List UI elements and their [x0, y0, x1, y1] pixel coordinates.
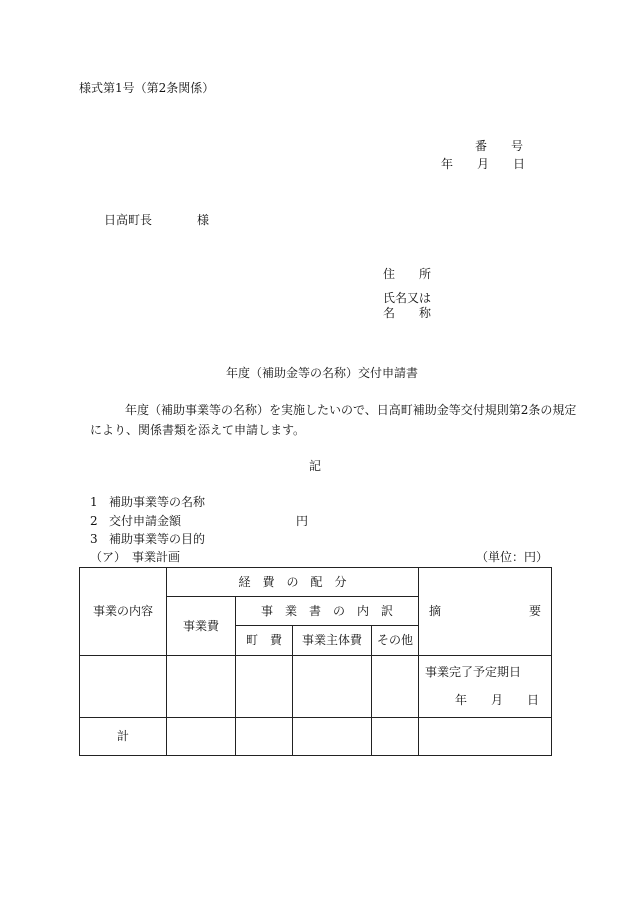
cell-project-cost [167, 656, 236, 718]
name-label-line2: 名 称 [383, 306, 432, 320]
header-town-cost: 町 費 [236, 626, 293, 656]
header-remarks-2: 要 [529, 604, 542, 619]
cell-town-cost [236, 656, 293, 718]
cell-entity-cost [293, 656, 372, 718]
date-label: 年 月 日 [441, 157, 526, 171]
form-number: 様式第1号（第2条関係） [79, 81, 215, 95]
header-project-content: 事業の内容 [80, 568, 167, 656]
item-3-number: 3 [90, 532, 98, 546]
address-label: 住 所 [383, 267, 432, 281]
header-entity-cost: 事業主体費 [293, 626, 372, 656]
total-entity-cost [293, 718, 372, 756]
body-text-line1: 年度（補助事業等の名称）を実施したいので、日高町補助金等交付規則第2条の規定 [125, 403, 577, 417]
reference-number-label: 番 号 [475, 139, 524, 153]
item-2-label: 交付申請金額 [109, 514, 182, 528]
plan-subheading: （ア） 事業計画 [90, 550, 181, 564]
item-2-unit: 円 [296, 514, 309, 528]
total-town-cost [236, 718, 293, 756]
name-label-line1: 氏名又は [383, 291, 432, 305]
total-project-cost [167, 718, 236, 756]
completion-date: 年 月 日 [455, 693, 540, 708]
addressee-title: 日高町長 [104, 213, 153, 227]
body-text-line2: により、関係書類を添えて申請します。 [90, 423, 306, 437]
total-other [372, 718, 419, 756]
cell-remarks [419, 656, 552, 718]
header-cost-breakdown: 事 業 書 の 内 訳 [236, 597, 419, 626]
header-project-cost: 事業費 [167, 597, 236, 656]
cell-other [372, 656, 419, 718]
header-remarks [419, 568, 552, 656]
item-2-number: 2 [90, 514, 98, 528]
document-title: 年度（補助金等の名称）交付申請書 [226, 366, 419, 380]
project-plan-table [79, 567, 552, 756]
total-remarks [419, 718, 552, 756]
completion-label: 事業完了予定期日 [425, 665, 522, 679]
header-cost-allocation: 経 費 の 配 分 [167, 568, 419, 597]
item-1-number: 1 [90, 495, 98, 509]
total-label: 計 [80, 718, 167, 756]
unit-note: （単位：円） [476, 550, 549, 564]
header-other: その他 [372, 626, 419, 656]
ki-heading: 記 [309, 459, 322, 473]
addressee-honorific: 様 [197, 213, 210, 227]
cell-project-content [80, 656, 167, 718]
item-1-label: 補助事業等の名称 [109, 495, 206, 509]
item-3-label: 補助事業等の目的 [109, 532, 206, 546]
header-remarks-1: 摘 [429, 604, 442, 619]
